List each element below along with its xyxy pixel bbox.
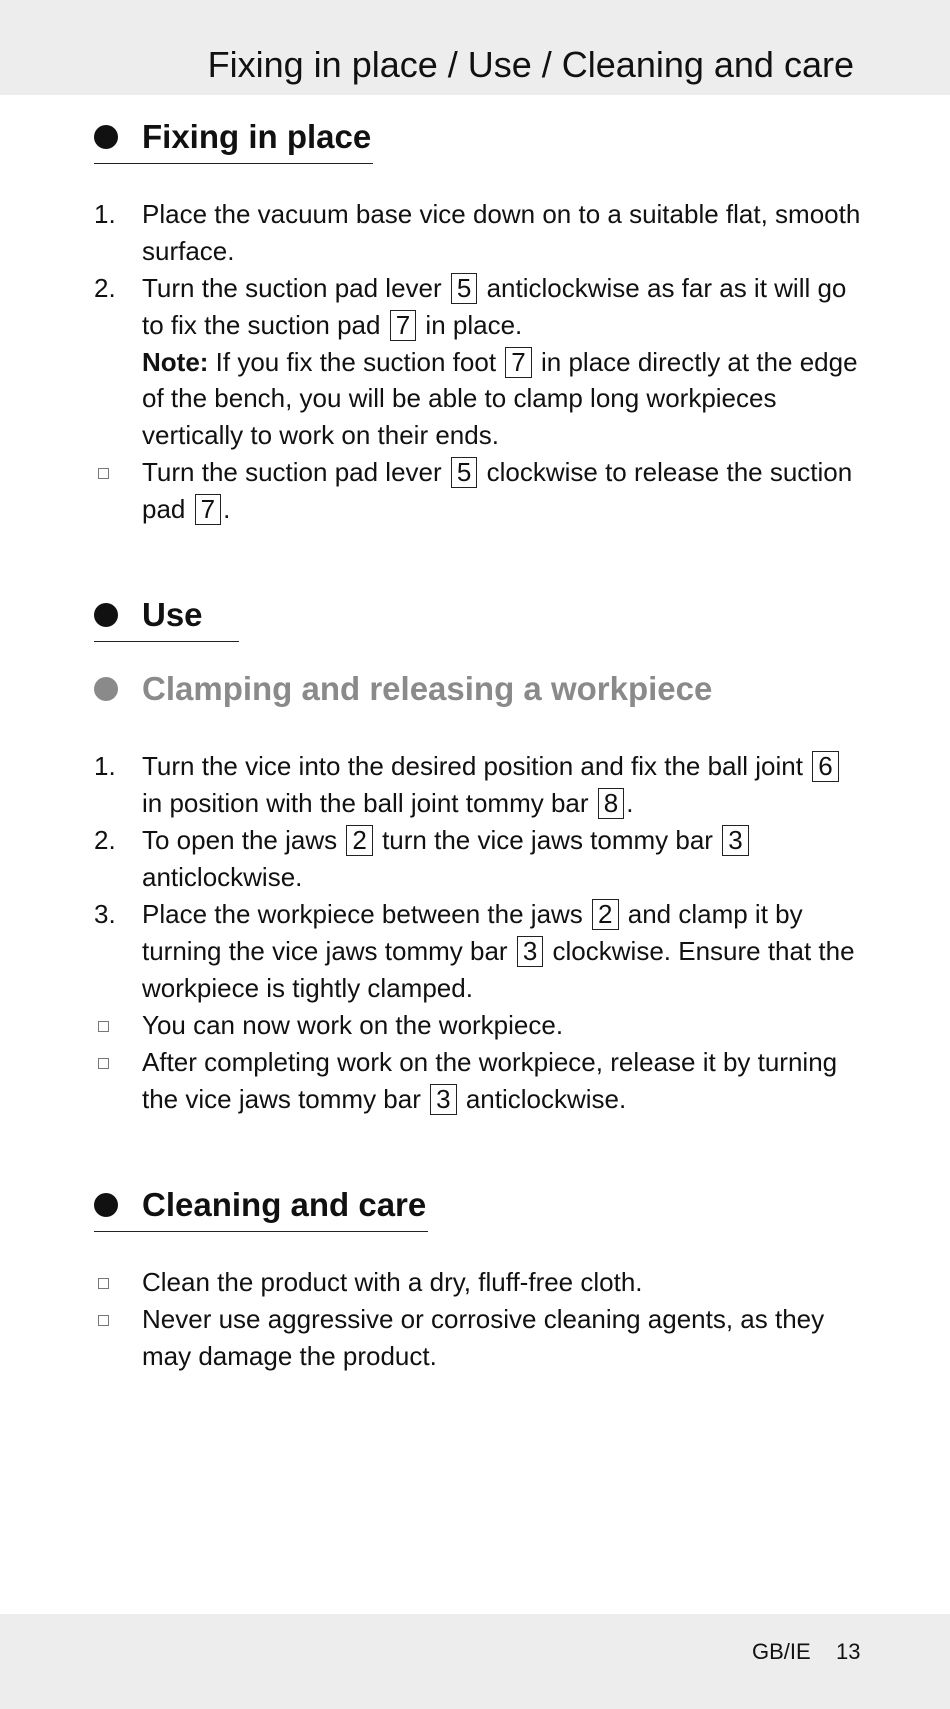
bullet-dot-icon xyxy=(94,125,118,149)
text-run: Place the workpiece between the jaws xyxy=(142,899,583,929)
checkbox-square-icon xyxy=(94,454,142,528)
step-number: 3. xyxy=(94,899,116,929)
step-number: 2. xyxy=(94,273,116,303)
bullet-dot-icon xyxy=(94,603,118,627)
clamping-bullet-2 xyxy=(94,1044,864,1118)
text-run: If you fix the suction foot xyxy=(215,346,497,377)
cleaning-bullet-1 xyxy=(94,1264,864,1301)
text-run: clockwise. Ensure that the workpiece is tightly clamped. xyxy=(142,935,855,1003)
step-number: 2. xyxy=(94,825,116,855)
bullet-dot-icon xyxy=(94,677,118,701)
section-heading-cleaning xyxy=(94,1182,428,1232)
checkbox-square-icon xyxy=(94,1044,142,1118)
part-ref-box: 5 xyxy=(451,457,477,488)
bullet-dot-icon xyxy=(94,1193,118,1217)
part-ref-box: 3 xyxy=(722,825,748,856)
note-label: Note: xyxy=(142,346,209,377)
text-run: Turn the suction pad lever xyxy=(142,273,442,303)
text-run: anticlockwise. xyxy=(142,861,303,892)
text-run: . xyxy=(223,493,231,524)
part-ref-box: 2 xyxy=(346,825,372,856)
text-run: turn the vice jaws tommy bar xyxy=(382,825,713,855)
heading-text: Clamping and releasing a workpiece xyxy=(142,670,713,707)
page-header-title: Fixing in place / Use / Cleaning and care xyxy=(207,44,854,85)
step-text xyxy=(142,748,864,822)
cleaning-bullet-2 xyxy=(94,1301,864,1375)
text-run: in place directly at the edge of the bench, you will be able to clamp long workpieces vertically to work on their ends. xyxy=(142,346,858,451)
bullet-text xyxy=(142,454,864,528)
text-run: and clamp it by turning the vice jaws tommy bar xyxy=(142,899,803,966)
text-run: in place. xyxy=(425,309,523,340)
step-number: 1. xyxy=(94,199,116,229)
text-run: To open the jaws xyxy=(142,825,338,855)
part-ref-box: 3 xyxy=(430,1084,456,1115)
checkbox-square-icon xyxy=(94,1264,142,1301)
section-heading-use xyxy=(94,592,239,642)
heading-text: Fixing in place xyxy=(142,117,372,155)
step-text: Place the vacuum base vice down on to a suitable flat, smooth surface. xyxy=(142,199,861,266)
step-number: 1. xyxy=(94,751,116,781)
part-ref-box: 7 xyxy=(505,347,531,378)
text-run: anticlockwise as far as it will go to fix the suction pad xyxy=(142,273,847,340)
bullet-text xyxy=(142,1044,864,1118)
subsection-heading-clamping xyxy=(94,666,714,716)
step-text xyxy=(142,270,864,454)
section-heading-fixing xyxy=(94,114,373,164)
clamping-step-2 xyxy=(94,822,864,896)
bullet-text: Clean the product with a dry, fluff-free cloth. xyxy=(142,1267,643,1297)
checkbox-square-icon xyxy=(94,1007,142,1044)
text-run: After completing work on the workpiece, release it by turning the vice jaws tommy bar xyxy=(142,1047,838,1114)
text-run: anticlockwise. xyxy=(465,1083,627,1114)
footer-language-code: GB/IE xyxy=(752,1639,811,1664)
text-run: Turn the suction pad lever xyxy=(142,457,442,487)
heading-text: Use xyxy=(142,595,203,633)
text-run: in position with the ball joint tommy bar xyxy=(142,787,589,818)
step-text xyxy=(142,896,864,1006)
fixing-bullet-1 xyxy=(94,454,864,528)
bullet-text: You can now work on the workpiece. xyxy=(142,1010,564,1040)
fixing-step-1 xyxy=(94,196,864,270)
checkbox-square-icon xyxy=(94,1301,142,1375)
heading-text: Cleaning and care xyxy=(142,1185,427,1223)
text-run: clockwise to release the suction pad xyxy=(142,457,853,524)
part-ref-box: 7 xyxy=(390,310,416,341)
clamping-step-1 xyxy=(94,748,864,822)
text-run: Turn the vice into the desired position and fix the ball joint xyxy=(142,751,803,781)
clamping-bullet-1 xyxy=(94,1007,864,1044)
step-text xyxy=(142,822,864,896)
text-run: . xyxy=(626,787,634,818)
fixing-step-2 xyxy=(94,270,864,454)
part-ref-box: 5 xyxy=(451,273,477,304)
clamping-step-3 xyxy=(94,896,864,1006)
part-ref-box: 6 xyxy=(812,751,838,782)
part-ref-box: 8 xyxy=(598,788,624,819)
part-ref-box: 7 xyxy=(195,494,221,525)
part-ref-box: 2 xyxy=(592,899,618,930)
part-ref-box: 3 xyxy=(517,936,543,967)
bullet-text: Never use aggressive or corrosive cleaning agents, as they may damage the product. xyxy=(142,1304,825,1371)
page-number: 13 xyxy=(836,1639,861,1664)
